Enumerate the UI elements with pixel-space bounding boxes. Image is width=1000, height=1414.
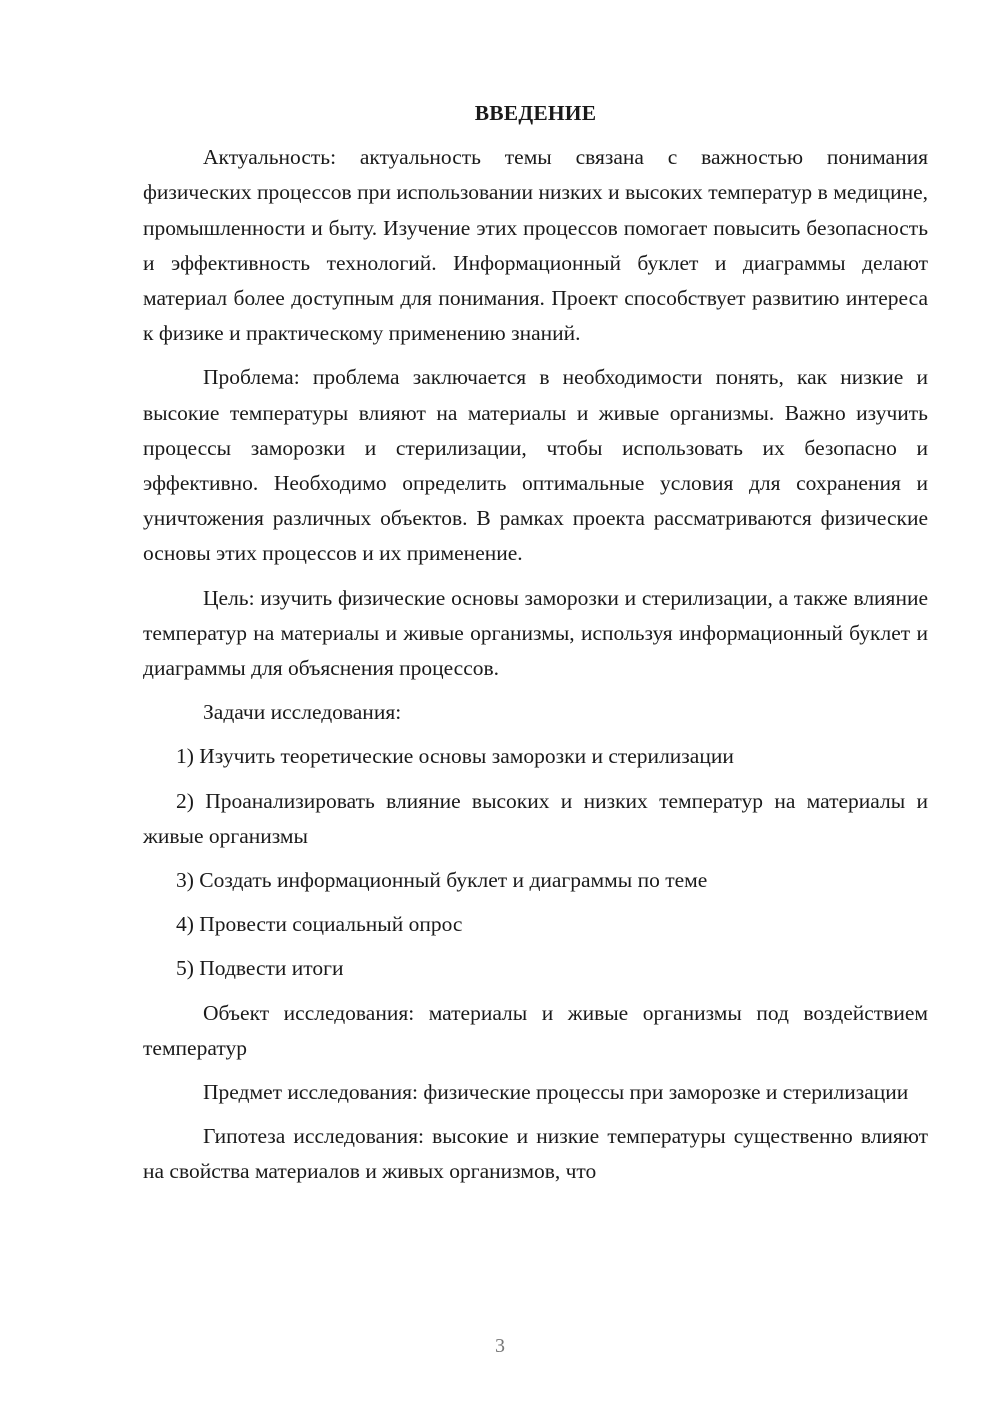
problem-paragraph: Проблема: проблема заключается в необходимости понять, как низкие и высокие температуры влияют на материалы и живые организмы. Важно изучить процессы заморозки и стерилизации, чтобы использовать их безопасно и эффективно. Необходимо определить оптимальные условия для сохранения и уничтожения различных объектов. В рамках проекта рассматриваются физические основы этих процессов и их применение. <box>143 365 928 566</box>
section-heading: ВВЕДЕНИЕ <box>474 101 597 125</box>
task-item: 5) Подвести итоги <box>176 956 344 981</box>
relevance-paragraph: Актуальность: актуальность темы связана с важностью понимания физических процессов при использовании низких и высоких температур в медицине, промышленности и быту. Изучение этих процессов помогает повысить безопасность и эффективность технологий. Информационный буклет и диаграммы делают материал более доступным для понимания. Проект способствует развитию интереса к физике и практическому применению знаний. <box>143 145 928 346</box>
object-paragraph: Объект исследования: материалы и живые организмы под воздействием температур <box>143 1000 928 1060</box>
task-item: 4) Провести социальный опрос <box>176 912 463 937</box>
task-item: 2) Проанализировать влияние высоких и низких температур на материалы и живые организмы <box>143 788 928 848</box>
task-item: 3) Создать информационный буклет и диаграммы по теме <box>176 868 708 893</box>
page-content <box>143 96 928 1199</box>
task-item: 1) Изучить теоретические основы заморозки и стерилизации <box>176 744 734 769</box>
page-number: 3 <box>495 1335 505 1357</box>
hypothesis-paragraph: Гипотеза исследования: высокие и низкие температуры существенно влияют на свойства материалов и живых организмов, что <box>143 1124 928 1184</box>
subject-paragraph: Предмет исследования: физические процессы при заморозке и стерилизации <box>203 1080 909 1105</box>
tasks-title: Задачи исследования: <box>203 700 402 725</box>
goal-paragraph: Цель: изучить физические основы заморозки и стерилизации, а также влияние температур на материалы и живые организмы, используя информационный буклет и диаграммы для объяснения процессов. <box>143 585 928 681</box>
